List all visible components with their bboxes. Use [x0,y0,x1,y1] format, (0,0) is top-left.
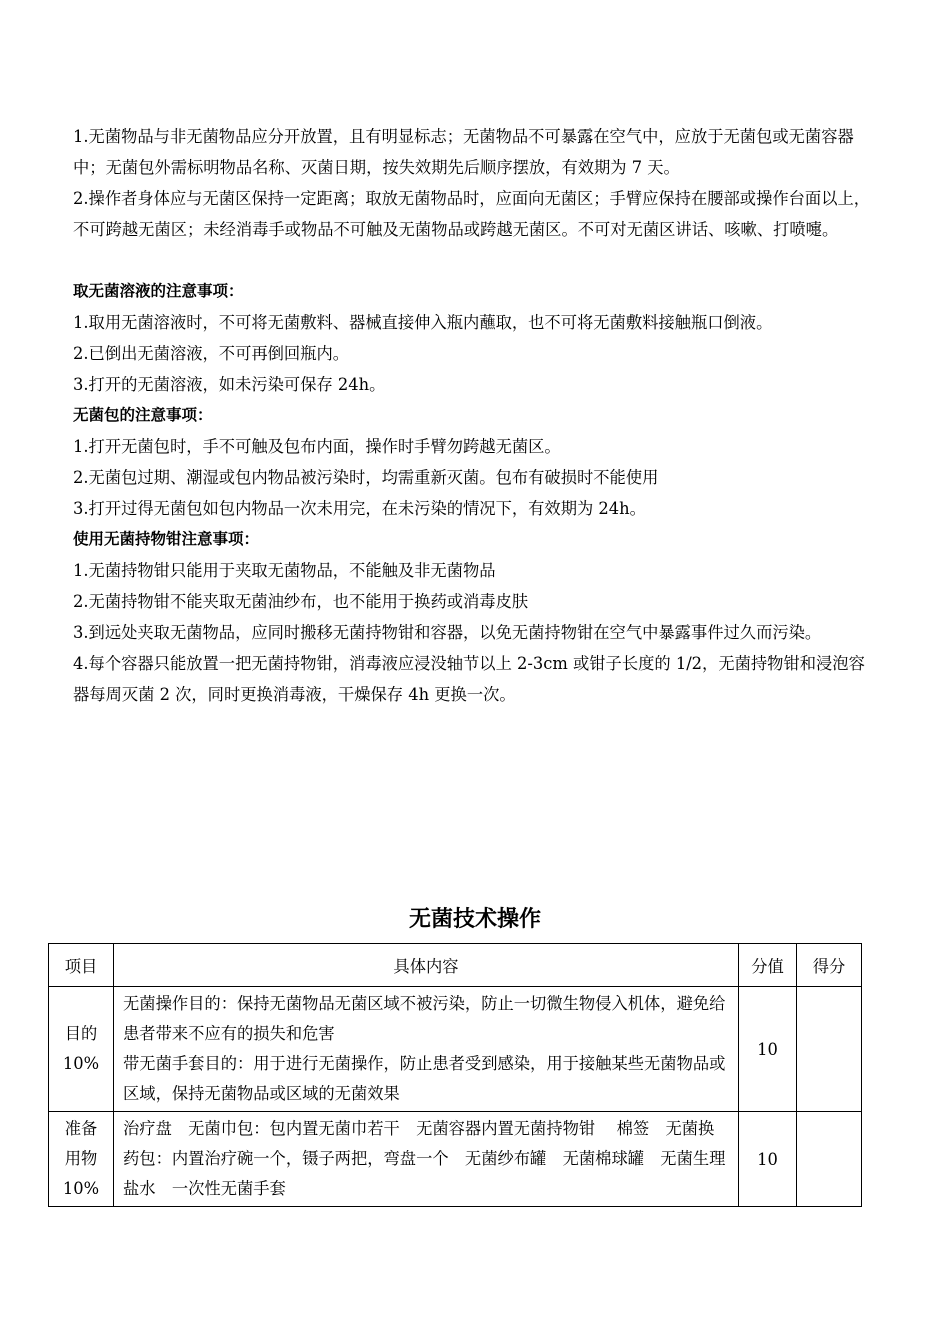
row-item-cell [49,987,114,1112]
forceps-note-1: 1.无菌持物钳只能用于夹取无菌物品，不能触及非无菌物品 [73,561,496,580]
content-line: 无菌操作目的：保持无菌物品无菌区域不被污染，防止一切微生物侵入机体，避免给患者带来不应有的损失和危害 [123,994,726,1043]
section-heading-package: 无菌包的注意事项： [73,406,213,424]
item-percent: 10% [62,1179,100,1198]
forceps-note-3: 3.到远处夹取无菌物品，应同时搬移无菌持物钳和容器，以免无菌持物钳在空气中暴露事件过久而污染。 [73,623,822,642]
intro-paragraph-1: 1.无菌物品与非无菌物品应分开放置，且有明显标志；无菌物品不可暴露在空气中，应放于无菌包或无菌容器中；无菌包外需标明物品名称、灭菌日期，按失效期先后顺序摆放，有效期为 7 天。 [73,127,854,177]
package-note-1: 1.打开无菌包时，手不可触及包布内面，操作时手臂勿跨越无菌区。 [73,437,561,456]
forceps-note-4: 4.每个容器只能放置一把无菌持物钳，消毒液应浸没轴节以上 2-3cm 或钳子长度的 1/2，无菌持物钳和浸泡容器每周灭菌 2 次，同时更换消毒液，干燥保存 4h 更换一次。 [73,654,865,704]
package-note-3: 3.打开过得无菌包如包内物品一次未用完，在未污染的情况下，有效期为 24h。 [73,499,646,518]
content-line: 带无菌手套目的：用于进行无菌操作，防止患者受到感染，用于接触某些无菌物品或区域，保持无菌物品或区域的无菌效果 [123,1054,726,1103]
row-content-cell [114,1112,739,1207]
got-cell [797,987,862,1112]
item-percent: 10% [62,1054,100,1073]
paragraph-gap [73,245,873,276]
table-header-row [49,944,862,987]
score-cell: 10 [739,1112,797,1207]
score-cell: 10 [739,987,797,1112]
forceps-note-2: 2.无菌持物钳不能夹取无菌油纱布，也不能用于换药或消毒皮肤 [73,592,529,611]
notes-section [73,121,873,710]
header-score: 分值 [739,944,797,987]
row-content-cell [114,987,739,1112]
item-label: 用物 [64,1149,98,1168]
table-title: 无菌技术操作 [408,907,541,932]
row-item-cell [49,1112,114,1207]
solution-note-3: 3.打开的无菌溶液，如未污染可保存 24h。 [73,375,386,394]
item-label: 准备 [64,1119,98,1138]
header-content: 具体内容 [114,944,739,987]
got-cell [797,1112,862,1207]
package-note-2: 2.无菌包过期、潮湿或包内物品被污染时，均需重新灭菌。包布有破损时不能使用 [73,468,659,487]
table-row [49,987,862,1112]
header-got: 得分 [797,944,862,987]
solution-note-2: 2.已倒出无菌溶液，不可再倒回瓶内。 [73,344,350,363]
section-heading-forceps: 使用无菌持物钳注意事项： [73,530,260,548]
intro-paragraph-2: 2.操作者身体应与无菌区保持一定距离；取放无菌物品时，应面向无菌区；手臂应保持在腰部或操作台面以上，不可跨越无菌区；未经消毒手或物品不可触及无菌物品或跨越无菌区。不可对无菌区讲话、咳嗽、打喷嚏。 [73,189,871,239]
header-item: 项目 [49,944,114,987]
content-line: 治疗盘 无菌巾包：包内置无菌巾若干 无菌容器内置无菌持物钳 棉签 无菌换药包：内置治疗碗一个，镊子两把，弯盘一个 无菌纱布罐 无菌棉球罐 无菌生理盐水 一次性无菌手套 [123,1119,726,1198]
scoring-table [48,943,862,1207]
table-row [49,1112,862,1207]
solution-note-1: 1.取用无菌溶液时，不可将无菌敷料、器械直接伸入瓶内蘸取，也不可将无菌敷料接触瓶口倒液。 [73,313,773,332]
item-label: 目的 [64,1024,98,1043]
section-heading-solution: 取无菌溶液的注意事项： [73,282,244,300]
